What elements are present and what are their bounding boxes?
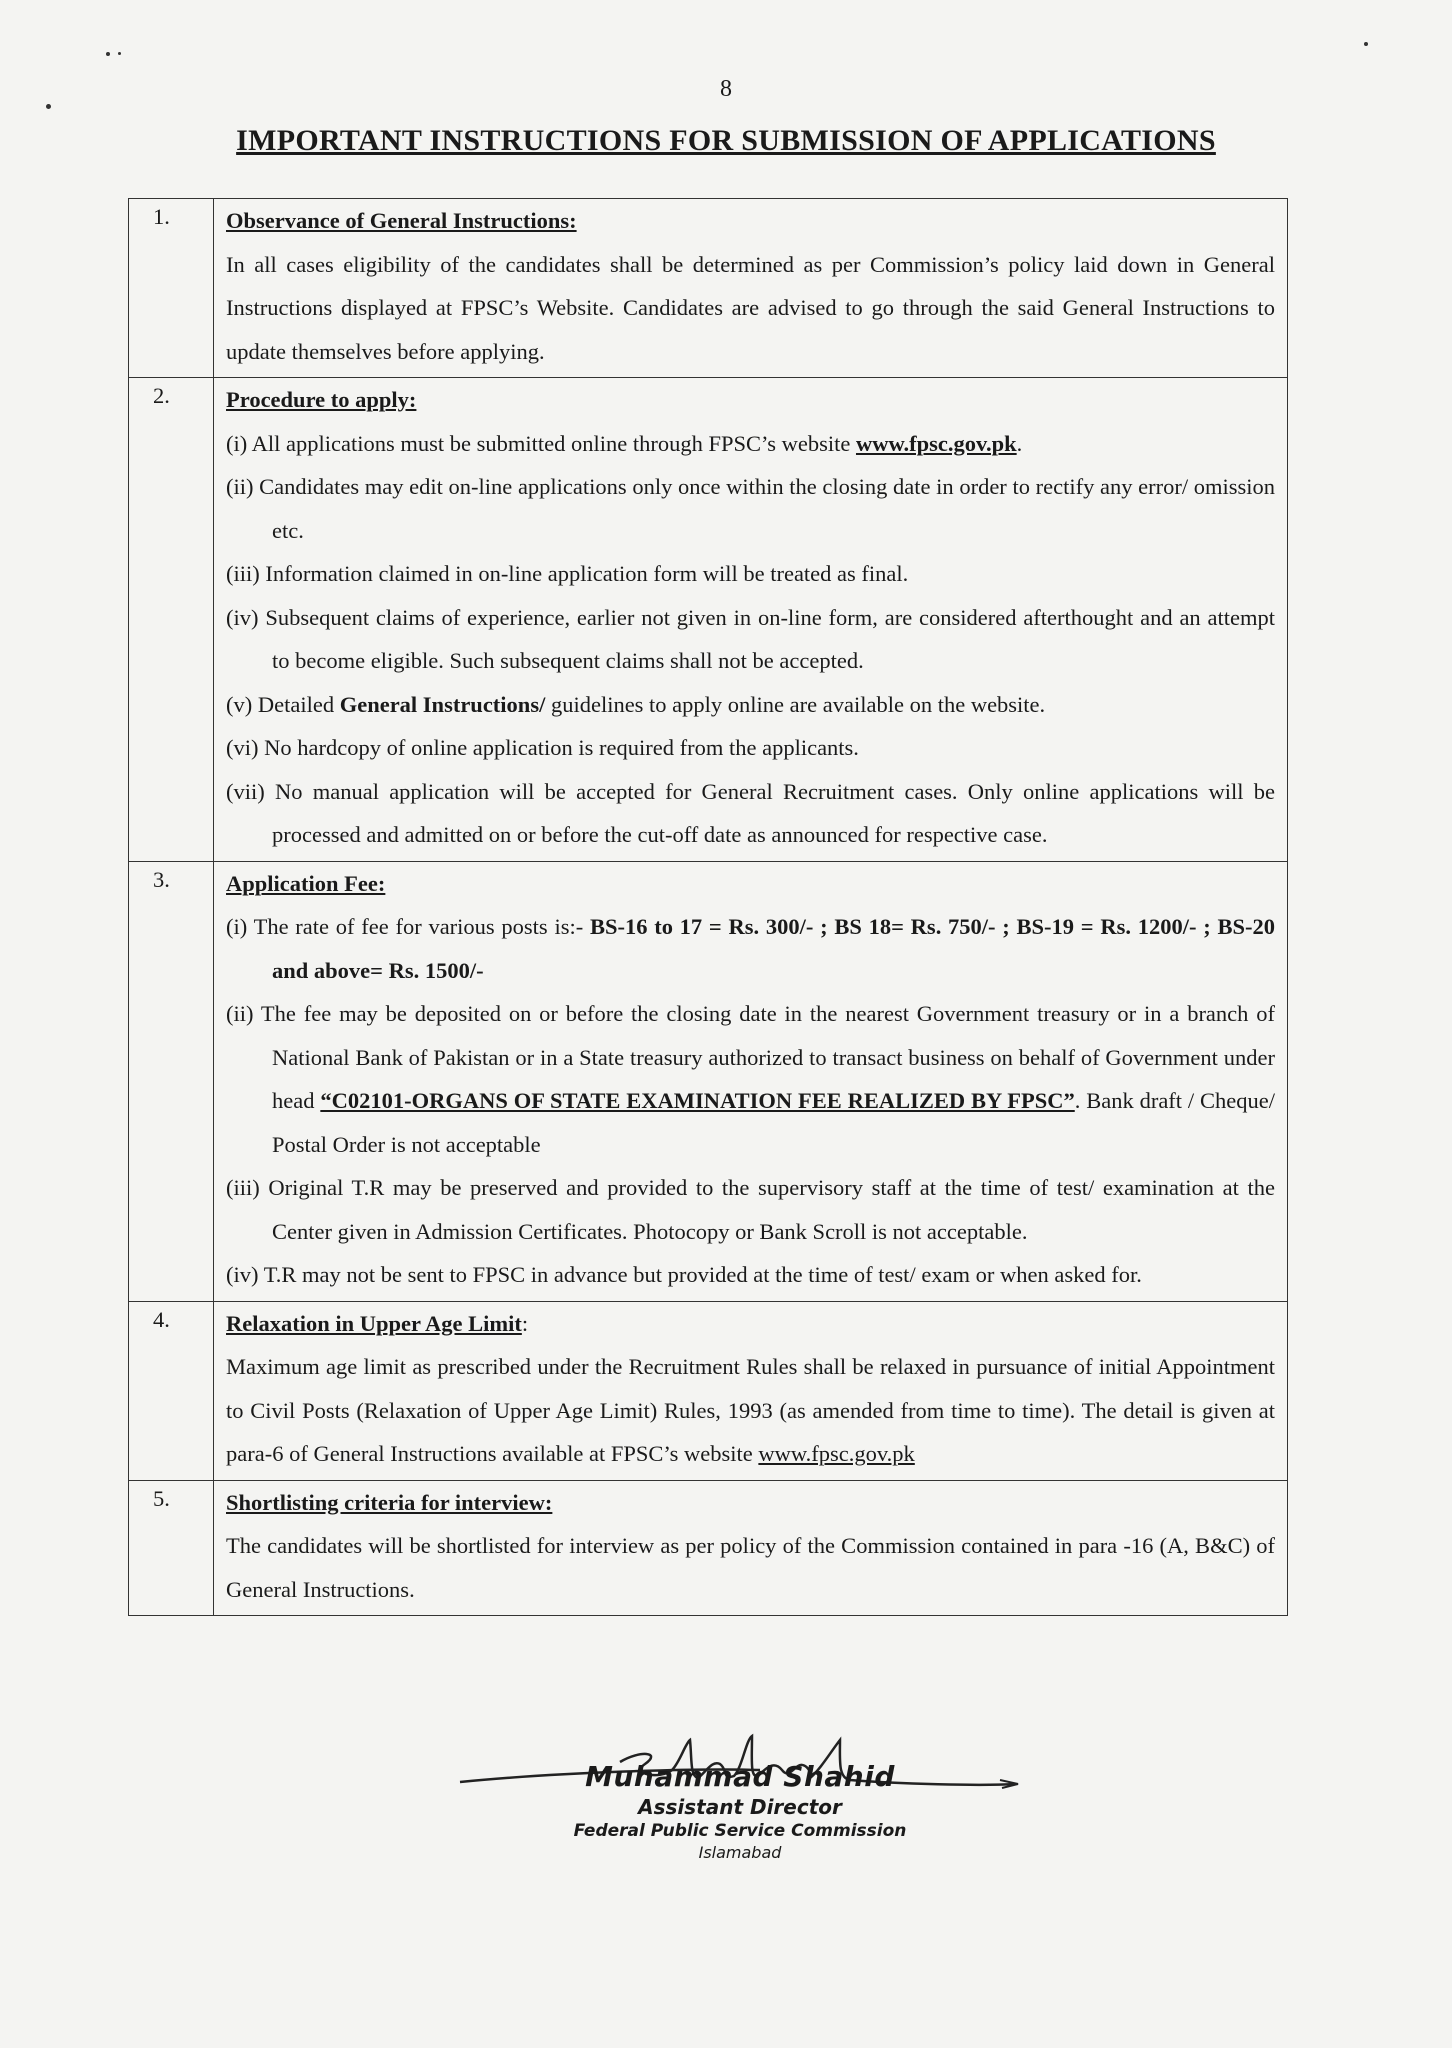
section-body (214, 861, 1288, 1301)
signer-city: Islamabad (698, 1843, 782, 1862)
section-body (214, 378, 1288, 862)
signer-organization: Federal Public Service Commission (573, 1821, 907, 1841)
list-item: (iv) T.R may not be sent to FPSC in advance but provided at the time of test/ exam or when asked for. (226, 1262, 1142, 1287)
signer-name: Muhammad Shahid (585, 1760, 895, 1793)
scan-speck (1364, 42, 1368, 46)
section-text (226, 1345, 1275, 1476)
section-heading: Procedure to apply: (226, 387, 417, 412)
section-row-3 (129, 861, 1288, 1301)
item-text: (i) The rate of fee for various posts is:- (226, 914, 590, 939)
section-number: 1. (129, 199, 214, 378)
website-link[interactable]: www.fpsc.gov.pk (855, 430, 1017, 456)
section-text: In all cases eligibility of the candidates shall be determined as per Commission’s policy laid down in General Instructions displayed at FPSC’s Website. Candidates are advised to go through the said General Instructions to update themselves before applying. (226, 251, 1275, 364)
section-body (214, 1480, 1288, 1616)
section-heading: Shortlisting criteria for interview: (226, 1489, 553, 1515)
heading-suffix: : (521, 1310, 529, 1336)
list-item: (vii) No manual application will be accepted for General Recruitment cases. Only online applications will be processed and admitted on or before the cut-off date as announced for respective case. (226, 778, 1275, 847)
fee-head: “C02101-ORGANS OF STATE EXAMINATION FEE REALIZED BY FPSC” (320, 1088, 1075, 1113)
section-row-4 (129, 1301, 1288, 1480)
page-title: IMPORTANT INSTRUCTIONS FOR SUBMISSION OF APPLICATIONS (236, 124, 1216, 157)
section-body (214, 1301, 1288, 1480)
item-text: Maximum age limit as prescribed under the Recruitment Rules shall be relaxed in pursuance of initial Appointment to Civil Posts (Relaxation of Upper Age Limit) Rules, 1993 (as amended from time to time). The detail is given at para-6 of General Instructions available at FPSC’s website (226, 1354, 1275, 1466)
section-number: 4. (129, 1301, 214, 1480)
section-row-2 (129, 378, 1288, 862)
list-item (226, 422, 1275, 466)
scan-speck (46, 104, 51, 109)
section-number: 2. (129, 378, 214, 862)
item-text: (ii) The fee may be deposited on or before the closing date in the nearest Government treasury or in a branch of National Bank of Pakistan or in a State treasury authorized to transact business on behalf of Government under head (226, 1001, 1275, 1113)
instructions-table (128, 198, 1288, 1616)
section-number: 3. (129, 861, 214, 1301)
item-bold-text: General Instructions/ (339, 691, 546, 717)
item-text: . (1016, 430, 1023, 456)
signer-block (540, 1760, 940, 1862)
signer-title: Assistant Director (638, 1795, 842, 1819)
section-heading: Application Fee: (226, 870, 386, 896)
list-item (226, 905, 1275, 992)
section-row-5 (129, 1480, 1288, 1616)
scan-speck (106, 52, 110, 56)
item-text: (i) All applications must be submitted online through FPSC’s website (226, 430, 856, 456)
section-row-1 (129, 199, 1288, 378)
section-heading: Relaxation in Upper Age Limit (226, 1310, 522, 1336)
scan-speck (118, 52, 121, 55)
section-text: The candidates will be shortlisted for interview as per policy of the Commission contained in para -16 (A, B&C) of General Instructions. (226, 1533, 1275, 1602)
list-item: (iii) Original T.R may be preserved and provided to the supervisory staff at the time of test/ examination at the Center given in Admission Certificates. Photocopy or Bank Scroll is not acceptable. (226, 1175, 1275, 1244)
website-link[interactable]: www.fpsc.gov.pk (758, 1441, 915, 1466)
section-heading: Observance of General Instructions: (226, 208, 577, 233)
list-item: (ii) Candidates may edit on-line applications only once within the closing date in order to rectify any error/ omission etc. (226, 474, 1275, 543)
section-number: 5. (129, 1480, 214, 1616)
list-item (226, 683, 1275, 727)
page-number: 8 (720, 76, 732, 102)
section-heading-line (226, 1302, 1275, 1346)
item-text: . Bank draft / Cheque/ Postal Order is not acceptable (272, 1088, 1275, 1157)
list-item: (vi) No hardcopy of online application is required from the applicants. (226, 735, 859, 760)
item-text: guidelines to apply online are available on the website. (545, 691, 1046, 717)
item-text: (v) Detailed (226, 691, 340, 717)
list-item: (iv) Subsequent claims of experience, earlier not given in on-line form, are considered afterthought and an attempt to become eligible. Such subsequent claims shall not be accepted. (226, 604, 1275, 673)
list-item (226, 992, 1275, 1166)
list-item: (iii) Information claimed in on-line application form will be treated as final. (226, 561, 909, 586)
fee-rates: BS-16 to 17 = Rs. 300/- ; BS 18= Rs. 750/- ; BS-19 = Rs. 1200/- ; BS-20 and above= Rs. 1500/- (272, 914, 1275, 983)
section-body (214, 199, 1288, 378)
